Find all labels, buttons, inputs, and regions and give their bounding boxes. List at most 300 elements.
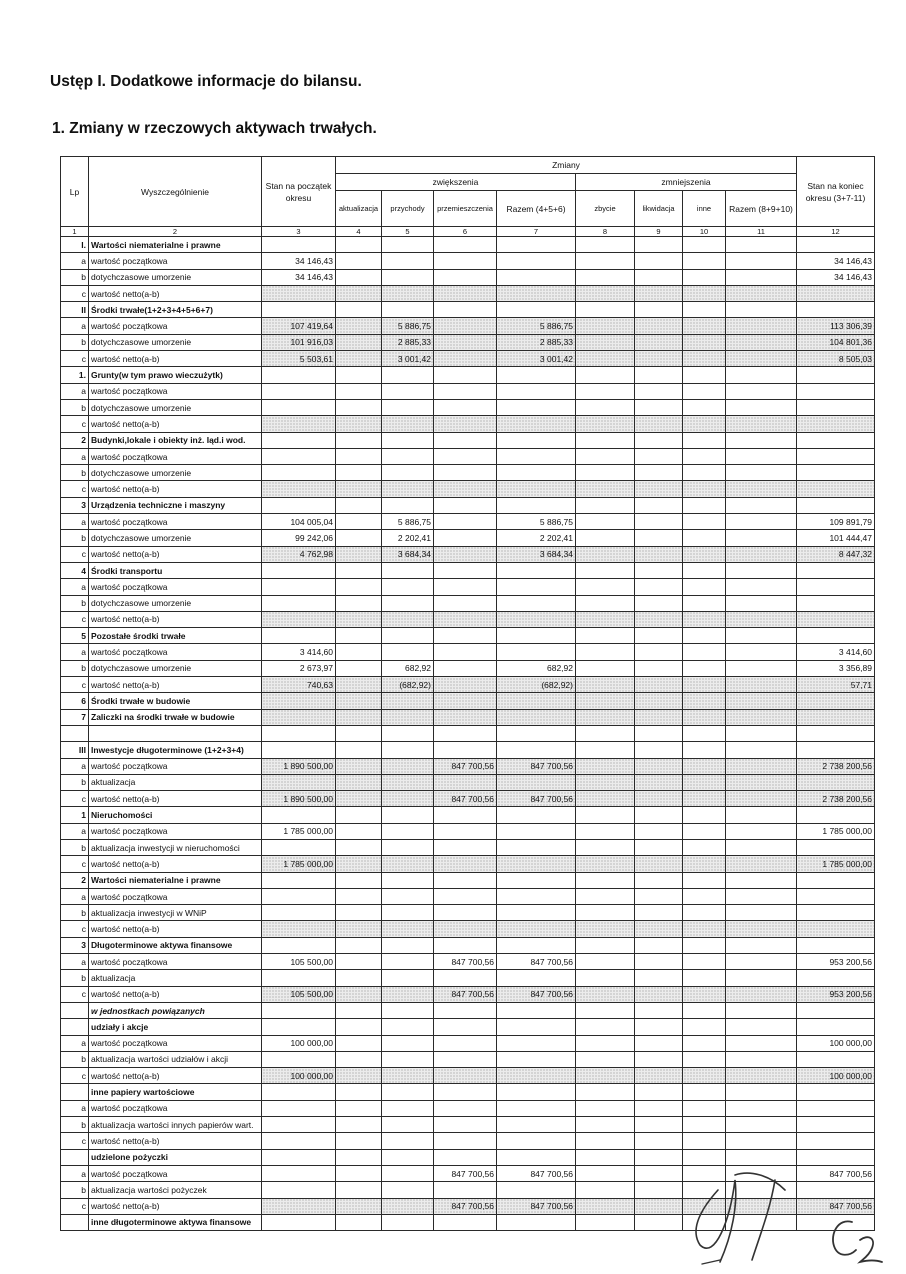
value-cell: [336, 383, 382, 399]
value-cell: [726, 774, 797, 790]
value-cell: [336, 562, 382, 578]
value-cell: [382, 237, 434, 253]
row-label: udzielone pożyczki: [89, 1149, 262, 1165]
value-cell: [683, 595, 726, 611]
row-label: wartość początkowa: [89, 318, 262, 334]
table-row: [61, 921, 875, 937]
table-row: [61, 725, 875, 741]
value-cell: [635, 709, 683, 725]
value-cell: [262, 302, 336, 318]
row-label: wartość netto(a-b): [89, 986, 262, 1002]
value-cell: [434, 399, 497, 415]
row-label: Inwestycje długoterminowe (1+2+3+4): [89, 742, 262, 758]
value-cell: [434, 1214, 497, 1230]
value-cell: [336, 1019, 382, 1035]
table-row: [61, 709, 875, 725]
value-cell: [262, 448, 336, 464]
value-cell: [576, 1214, 635, 1230]
value-cell: [683, 334, 726, 350]
value-cell: 847 700,56: [434, 791, 497, 807]
value-cell: [382, 1084, 434, 1100]
value-cell: 104 005,04: [262, 514, 336, 530]
value-cell: [382, 611, 434, 627]
value-cell: [635, 351, 683, 367]
value-cell: [336, 954, 382, 970]
value-cell: 2 738 200,56: [797, 791, 875, 807]
value-cell: 34 146,43: [262, 253, 336, 269]
value-cell: [576, 758, 635, 774]
value-cell: 2 885,33: [382, 334, 434, 350]
value-cell: [635, 514, 683, 530]
value-cell: [635, 791, 683, 807]
value-cell: 101 444,47: [797, 530, 875, 546]
row-label: inne papiery wartościowe: [89, 1084, 262, 1100]
header-increases-total: Razem (4+5+6): [497, 191, 576, 227]
value-cell: [726, 839, 797, 855]
value-cell: [576, 562, 635, 578]
value-cell: [382, 1002, 434, 1018]
value-cell: [382, 709, 434, 725]
value-cell: [726, 399, 797, 415]
value-cell: [576, 1084, 635, 1100]
value-cell: [726, 791, 797, 807]
value-cell: [683, 399, 726, 415]
value-cell: [635, 1035, 683, 1051]
row-lp: 1.: [61, 367, 89, 383]
value-cell: [382, 970, 434, 986]
value-cell: [382, 954, 434, 970]
value-cell: [434, 481, 497, 497]
value-cell: [382, 1051, 434, 1067]
value-cell: [797, 888, 875, 904]
row-lp: c: [61, 1198, 89, 1214]
value-cell: [797, 465, 875, 481]
value-cell: [262, 937, 336, 953]
value-cell: [497, 1002, 576, 1018]
value-cell: [797, 416, 875, 432]
value-cell: [497, 253, 576, 269]
value-cell: [382, 285, 434, 301]
row-lp: c: [61, 481, 89, 497]
row-lp: b: [61, 774, 89, 790]
row-label: wartość początkowa: [89, 579, 262, 595]
row-lp: 6: [61, 693, 89, 709]
value-cell: [576, 1117, 635, 1133]
value-cell: [683, 237, 726, 253]
value-cell: [576, 970, 635, 986]
table-row: [61, 448, 875, 464]
value-cell: [726, 905, 797, 921]
value-cell: [576, 839, 635, 855]
value-cell: [262, 905, 336, 921]
row-label: wartość początkowa: [89, 514, 262, 530]
value-cell: [382, 807, 434, 823]
row-label: wartość początkowa: [89, 1035, 262, 1051]
row-label: wartość netto(a-b): [89, 611, 262, 627]
value-cell: [497, 562, 576, 578]
value-cell: [336, 660, 382, 676]
column-number: 6: [434, 227, 497, 237]
value-cell: [382, 448, 434, 464]
value-cell: [797, 562, 875, 578]
value-cell: [576, 269, 635, 285]
row-label: dotychczasowe umorzenie: [89, 595, 262, 611]
column-number: 5: [382, 227, 434, 237]
row-lp: a: [61, 253, 89, 269]
value-cell: [797, 497, 875, 513]
row-label: wartość netto(a-b): [89, 1198, 262, 1214]
value-cell: [434, 285, 497, 301]
value-cell: [683, 383, 726, 399]
value-cell: [434, 351, 497, 367]
value-cell: 1 890 500,00: [262, 791, 336, 807]
value-cell: [726, 579, 797, 595]
value-cell: [635, 237, 683, 253]
value-cell: [726, 416, 797, 432]
value-cell: [635, 595, 683, 611]
value-cell: [262, 774, 336, 790]
value-cell: [497, 1117, 576, 1133]
value-cell: [726, 937, 797, 953]
value-cell: [635, 579, 683, 595]
row-lp: [61, 1084, 89, 1100]
table-row: [61, 497, 875, 513]
value-cell: [726, 253, 797, 269]
value-cell: [683, 1084, 726, 1100]
value-cell: [726, 1100, 797, 1116]
value-cell: [797, 285, 875, 301]
value-cell: [336, 1051, 382, 1067]
value-cell: [635, 1002, 683, 1018]
value-cell: [635, 774, 683, 790]
value-cell: [497, 1214, 576, 1230]
value-cell: 847 700,56: [797, 1165, 875, 1181]
value-cell: [382, 1035, 434, 1051]
row-label: dotychczasowe umorzenie: [89, 660, 262, 676]
value-cell: [382, 839, 434, 855]
table-row: [61, 546, 875, 562]
row-label: wartość początkowa: [89, 758, 262, 774]
header-increases: zwiększenia: [336, 174, 576, 191]
row-label: wartość netto(a-b): [89, 546, 262, 562]
value-cell: [797, 970, 875, 986]
table-row: [61, 677, 875, 693]
value-cell: [336, 1149, 382, 1165]
value-cell: [382, 872, 434, 888]
row-lp: a: [61, 1035, 89, 1051]
column-number: 3: [262, 227, 336, 237]
row-lp: b: [61, 905, 89, 921]
column-number: 9: [635, 227, 683, 237]
value-cell: [726, 660, 797, 676]
value-cell: [336, 1084, 382, 1100]
row-lp: b: [61, 465, 89, 481]
value-cell: [576, 514, 635, 530]
row-lp: 7: [61, 709, 89, 725]
value-cell: [683, 465, 726, 481]
value-cell: [382, 921, 434, 937]
table-row: [61, 1084, 875, 1100]
row-label: dotychczasowe umorzenie: [89, 530, 262, 546]
row-label: wartość netto(a-b): [89, 1133, 262, 1149]
value-cell: [382, 465, 434, 481]
value-cell: [635, 367, 683, 383]
value-cell: [797, 742, 875, 758]
value-cell: [683, 579, 726, 595]
row-label: Środki trwałe w budowie: [89, 693, 262, 709]
row-lp: I.: [61, 237, 89, 253]
table-row: [61, 1133, 875, 1149]
value-cell: [497, 693, 576, 709]
value-cell: [497, 269, 576, 285]
value-cell: 113 306,39: [797, 318, 875, 334]
value-cell: [497, 872, 576, 888]
value-cell: [497, 807, 576, 823]
value-cell: [726, 432, 797, 448]
row-label: wartość netto(a-b): [89, 791, 262, 807]
row-label: wartość początkowa: [89, 823, 262, 839]
row-label: Wartości niematerialne i prawne: [89, 237, 262, 253]
value-cell: [382, 1133, 434, 1149]
value-cell: [797, 1051, 875, 1067]
value-cell: [497, 1133, 576, 1149]
value-cell: [797, 709, 875, 725]
value-cell: [382, 1100, 434, 1116]
table-row: [61, 1100, 875, 1116]
table-row: [61, 530, 875, 546]
value-cell: [336, 1117, 382, 1133]
value-cell: [576, 1002, 635, 1018]
table-row: [61, 595, 875, 611]
value-cell: [434, 774, 497, 790]
value-cell: [382, 302, 434, 318]
value-cell: [497, 302, 576, 318]
value-cell: [683, 677, 726, 693]
value-cell: [382, 383, 434, 399]
table-row: [61, 367, 875, 383]
value-cell: [576, 905, 635, 921]
value-cell: [797, 367, 875, 383]
value-cell: [683, 448, 726, 464]
value-cell: [683, 1051, 726, 1067]
row-lp: b: [61, 970, 89, 986]
value-cell: [262, 611, 336, 627]
header-disposal: zbycie: [576, 191, 635, 227]
value-cell: [726, 334, 797, 350]
value-cell: [434, 677, 497, 693]
value-cell: [576, 367, 635, 383]
value-cell: [683, 725, 726, 741]
value-cell: [726, 823, 797, 839]
column-number: 12: [797, 227, 875, 237]
value-cell: [797, 725, 875, 741]
value-cell: [382, 644, 434, 660]
table-row: [61, 644, 875, 660]
row-label: dotychczasowe umorzenie: [89, 334, 262, 350]
table-row: [61, 334, 875, 350]
row-label: dotychczasowe umorzenie: [89, 269, 262, 285]
value-cell: [726, 530, 797, 546]
value-cell: [683, 1019, 726, 1035]
value-cell: [576, 481, 635, 497]
value-cell: [497, 611, 576, 627]
value-cell: [576, 888, 635, 904]
value-cell: [434, 514, 497, 530]
value-cell: [683, 514, 726, 530]
value-cell: [336, 530, 382, 546]
value-cell: [336, 481, 382, 497]
value-cell: [434, 1035, 497, 1051]
row-label: aktualizacja inwestycji w WNiP: [89, 905, 262, 921]
value-cell: 109 891,79: [797, 514, 875, 530]
value-cell: 34 146,43: [797, 269, 875, 285]
value-cell: [635, 921, 683, 937]
column-number: 11: [726, 227, 797, 237]
value-cell: [635, 660, 683, 676]
value-cell: 99 242,06: [262, 530, 336, 546]
row-label: Wartości niematerialne i prawne: [89, 872, 262, 888]
row-lp: a: [61, 823, 89, 839]
table-row: [61, 872, 875, 888]
value-cell: [635, 1019, 683, 1035]
handwritten-signature: [660, 1150, 800, 1270]
value-cell: 4 762,98: [262, 546, 336, 562]
value-cell: [497, 725, 576, 741]
value-cell: [576, 1035, 635, 1051]
value-cell: [797, 302, 875, 318]
value-cell: [262, 1149, 336, 1165]
value-cell: [576, 1100, 635, 1116]
table-row: [61, 465, 875, 481]
row-lp: a: [61, 1100, 89, 1116]
value-cell: 2 673,97: [262, 660, 336, 676]
value-cell: [497, 1019, 576, 1035]
value-cell: [497, 285, 576, 301]
value-cell: [797, 628, 875, 644]
value-cell: [434, 660, 497, 676]
value-cell: [576, 791, 635, 807]
row-lp: b: [61, 334, 89, 350]
value-cell: [336, 595, 382, 611]
value-cell: 3 001,42: [497, 351, 576, 367]
value-cell: [382, 562, 434, 578]
value-cell: [683, 546, 726, 562]
header-changes: Zmiany: [336, 157, 797, 174]
value-cell: [336, 269, 382, 285]
value-cell: [726, 986, 797, 1002]
row-lp: c: [61, 1068, 89, 1084]
value-cell: [336, 1182, 382, 1198]
value-cell: [576, 334, 635, 350]
value-cell: [635, 497, 683, 513]
header-decreases: zmniejszenia: [576, 174, 797, 191]
section-heading: Ustęp I. Dodatkowe informacje do bilansu.: [50, 73, 362, 90]
value-cell: 100 000,00: [262, 1068, 336, 1084]
table-row: [61, 1068, 875, 1084]
value-cell: 1 785 000,00: [797, 823, 875, 839]
value-cell: [635, 823, 683, 839]
value-cell: [434, 1051, 497, 1067]
value-cell: [576, 302, 635, 318]
value-cell: [262, 1100, 336, 1116]
value-cell: [576, 448, 635, 464]
value-cell: [497, 742, 576, 758]
value-cell: [382, 269, 434, 285]
handwritten-page-mark: [820, 1212, 890, 1267]
value-cell: [497, 595, 576, 611]
value-cell: [635, 448, 683, 464]
table-row: [61, 562, 875, 578]
value-cell: [497, 888, 576, 904]
table-row: [61, 1117, 875, 1133]
value-cell: [726, 367, 797, 383]
row-lp: c: [61, 351, 89, 367]
value-cell: [434, 921, 497, 937]
value-cell: [336, 905, 382, 921]
value-cell: [683, 1002, 726, 1018]
value-cell: [635, 318, 683, 334]
value-cell: [336, 644, 382, 660]
value-cell: [497, 856, 576, 872]
value-cell: [635, 693, 683, 709]
value-cell: [683, 937, 726, 953]
value-cell: [683, 1068, 726, 1084]
value-cell: [336, 1165, 382, 1181]
value-cell: [576, 954, 635, 970]
column-numbers-row: [61, 227, 875, 237]
value-cell: [635, 562, 683, 578]
value-cell: [497, 774, 576, 790]
value-cell: 105 500,00: [262, 954, 336, 970]
value-cell: [726, 807, 797, 823]
value-cell: [262, 1117, 336, 1133]
value-cell: [576, 1051, 635, 1067]
value-cell: (682,92): [382, 677, 434, 693]
row-label: Zaliczki na środki trwałe w budowie: [89, 709, 262, 725]
header-lp: Lp: [61, 157, 89, 227]
row-lp: 1: [61, 807, 89, 823]
value-cell: [635, 465, 683, 481]
value-cell: [576, 285, 635, 301]
value-cell: [336, 253, 382, 269]
row-lp: [61, 1002, 89, 1018]
value-cell: [576, 530, 635, 546]
value-cell: [262, 1133, 336, 1149]
value-cell: [382, 693, 434, 709]
value-cell: (682,92): [497, 677, 576, 693]
value-cell: [797, 595, 875, 611]
value-cell: [576, 1198, 635, 1214]
value-cell: 3 356,89: [797, 660, 875, 676]
value-cell: [497, 1100, 576, 1116]
value-cell: [262, 693, 336, 709]
table-row: [61, 302, 875, 318]
value-cell: [726, 856, 797, 872]
value-cell: [497, 709, 576, 725]
column-number: 10: [683, 227, 726, 237]
value-cell: [382, 905, 434, 921]
value-cell: [797, 774, 875, 790]
table-row: [61, 1051, 875, 1067]
table-row: [61, 399, 875, 415]
value-cell: [797, 905, 875, 921]
value-cell: [336, 758, 382, 774]
value-cell: [576, 660, 635, 676]
value-cell: 953 200,56: [797, 954, 875, 970]
value-cell: 2 885,33: [497, 334, 576, 350]
value-cell: [726, 1002, 797, 1018]
row-label: aktualizacja wartości pożyczek: [89, 1182, 262, 1198]
